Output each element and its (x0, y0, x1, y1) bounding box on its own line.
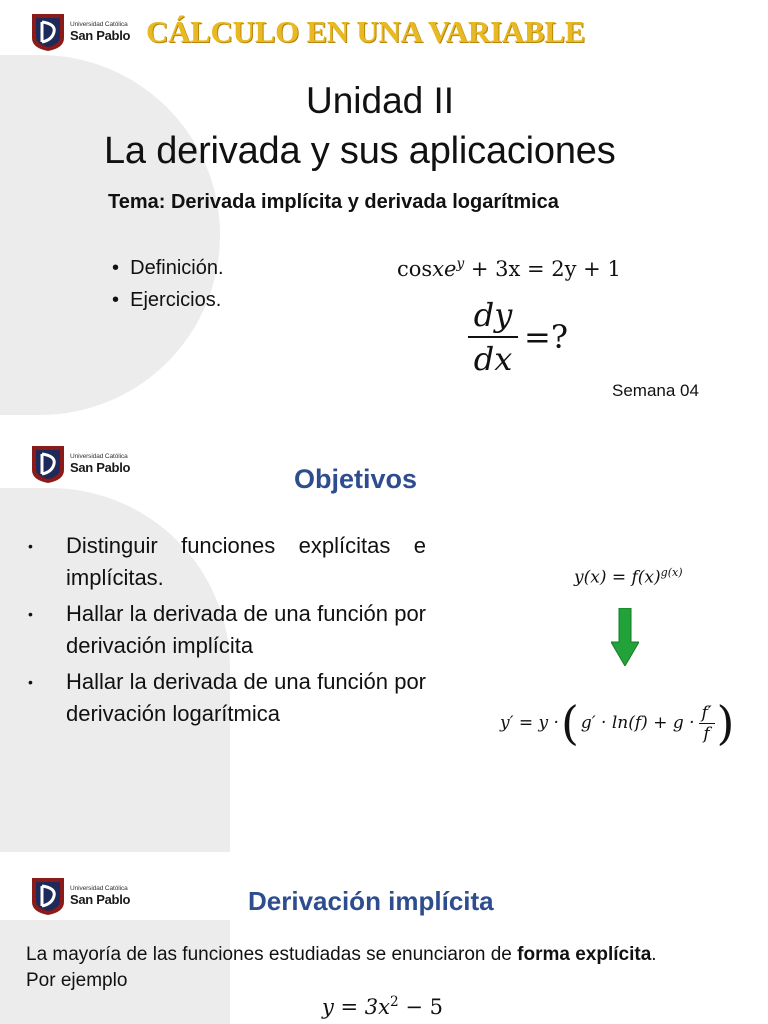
university-logo (30, 444, 130, 484)
logo-big-text: San Pablo (70, 27, 131, 43)
university-logo (30, 876, 130, 916)
objectives-title: Objetivos (294, 464, 418, 494)
list-item: • Definición. (112, 257, 224, 279)
university-logo (30, 12, 130, 52)
derivative-denominator: dx (473, 340, 513, 378)
unit-title: Unidad II (306, 80, 455, 121)
logo-shield-icon (30, 876, 66, 916)
list-item: • Hallar la derivada de una función por derivación logarítmica (28, 669, 426, 726)
logo-big-text: San Pablo (70, 891, 131, 907)
objectives-list (28, 530, 426, 730)
down-arrow-icon (611, 608, 639, 666)
derivative-numerator: dy (473, 296, 513, 334)
slide-2 (0, 430, 768, 852)
logo-shield-icon (30, 12, 66, 52)
course-title: CÁLCULO EN UNA VARIABLE (146, 14, 585, 49)
logo-big-text: San Pablo (70, 459, 131, 475)
section-title: Derivación implícita (248, 886, 494, 916)
gray-panel (0, 55, 220, 415)
logo-small-text: Universidad Católica (70, 21, 128, 29)
logo-small-text: Universidad Católica (70, 453, 128, 461)
formula-log-derivative: y′ = y · ( g′ · ln(f) + g · f′ f ) (500, 696, 735, 750)
logo-small-text: Universidad Católica (70, 885, 128, 893)
topic-line: Tema: Derivada implícita y derivada logarítmica (108, 191, 559, 213)
derivative-question (468, 296, 568, 378)
list-item: • Ejercicios. (112, 289, 222, 311)
example-equation: $y = 3x^2 - 5$ (322, 994, 444, 1019)
derivative-equals-question: =? (524, 318, 568, 356)
intro-paragraph: La mayoría de las funciones estudiadas se enunciaron de forma explícita. Por ejemplo (26, 944, 657, 991)
slide-1 (0, 0, 768, 420)
bullet-list (112, 252, 224, 316)
formula-exponential: $y(x) = f(x)^{g(x)}$ (574, 566, 683, 588)
logo-shield-icon (30, 444, 66, 484)
week-label: Semana 04 (612, 381, 699, 400)
list-item: • Hallar la derivada de una función por derivación implícita (28, 601, 426, 658)
unit-subtitle: La derivada y sus aplicaciones (104, 130, 616, 172)
slide-3 (0, 862, 768, 1024)
implicit-equation: cosxe$^y$ + 3x = 2y + 1 (397, 256, 621, 281)
list-item: • Distinguir funciones explícitas e implícitas. (28, 533, 426, 590)
